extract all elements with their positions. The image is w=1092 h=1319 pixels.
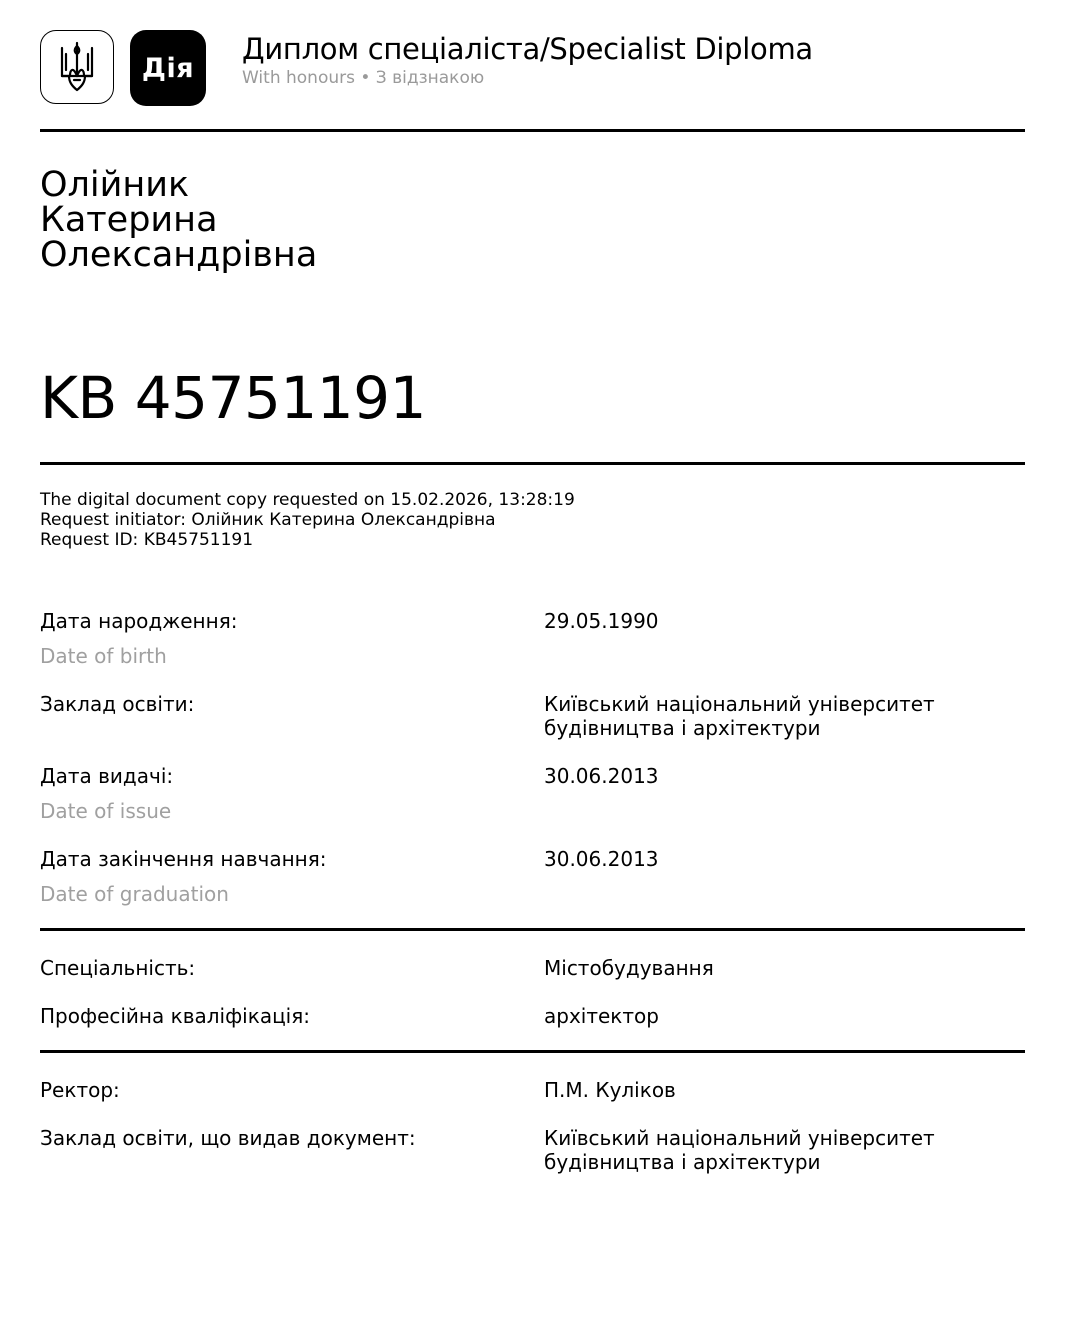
field-label: Заклад освіти, що видав документ: (40, 1126, 416, 1150)
field-label: Дата закінчення навчання: (40, 847, 327, 871)
diia-logo (130, 30, 206, 106)
document-subtitle: With honours • З відзнакою (242, 68, 485, 88)
request-id-line: Request ID: KB45751191 (40, 530, 254, 550)
field-value: Містобудування (544, 956, 714, 980)
owner-last-name: Олійник (40, 165, 190, 205)
owner-first-name: Катерина (40, 200, 218, 240)
tryzub-icon-graphic (57, 40, 97, 94)
request-initiator-line: Request initiator: Олійник Катерина Олександрівна (40, 510, 496, 530)
field-value: 30.06.2013 (544, 764, 659, 788)
field-value-line: Київський національний університет (544, 692, 935, 716)
document-title: Диплом спеціаліста/Specialist Diploma (242, 32, 813, 66)
document-number: KB 45751191 (40, 364, 426, 432)
field-label: Професійна кваліфікація: (40, 1004, 311, 1028)
diia-logo-text: Дія (141, 52, 195, 84)
field-value: 29.05.1990 (544, 609, 659, 633)
divider (40, 928, 1025, 931)
field-value (544, 692, 935, 740)
field-value: архітектор (544, 1004, 659, 1028)
field-label-en: Date of graduation (40, 882, 229, 906)
field-label-en: Date of issue (40, 799, 172, 823)
request-date-line: The digital document copy requested on 15.02.2026, 13:28:19 (40, 490, 575, 510)
field-label: Дата видачі: (40, 764, 174, 788)
divider (40, 462, 1025, 465)
field-value-line: будівництва і архітектури (544, 1150, 821, 1174)
field-label: Спеціальність: (40, 956, 196, 980)
field-value-line: будівництва і архітектури (544, 716, 821, 740)
field-label: Заклад освіти: (40, 692, 195, 716)
field-value (544, 1126, 935, 1174)
field-label-en: Date of birth (40, 644, 167, 668)
field-value: П.М. Куліков (544, 1078, 676, 1102)
divider (40, 129, 1025, 132)
document-header (40, 30, 1025, 106)
tryzub-icon (40, 30, 114, 104)
field-label: Дата народження: (40, 609, 238, 633)
owner-full-name (40, 165, 318, 275)
request-info (40, 490, 575, 550)
owner-patronymic: Олександрівна (40, 235, 318, 275)
field-value: 30.06.2013 (544, 847, 659, 871)
field-label: Ректор: (40, 1078, 120, 1102)
field-value-line: Київський національний університет (544, 1126, 935, 1150)
divider (40, 1050, 1025, 1053)
